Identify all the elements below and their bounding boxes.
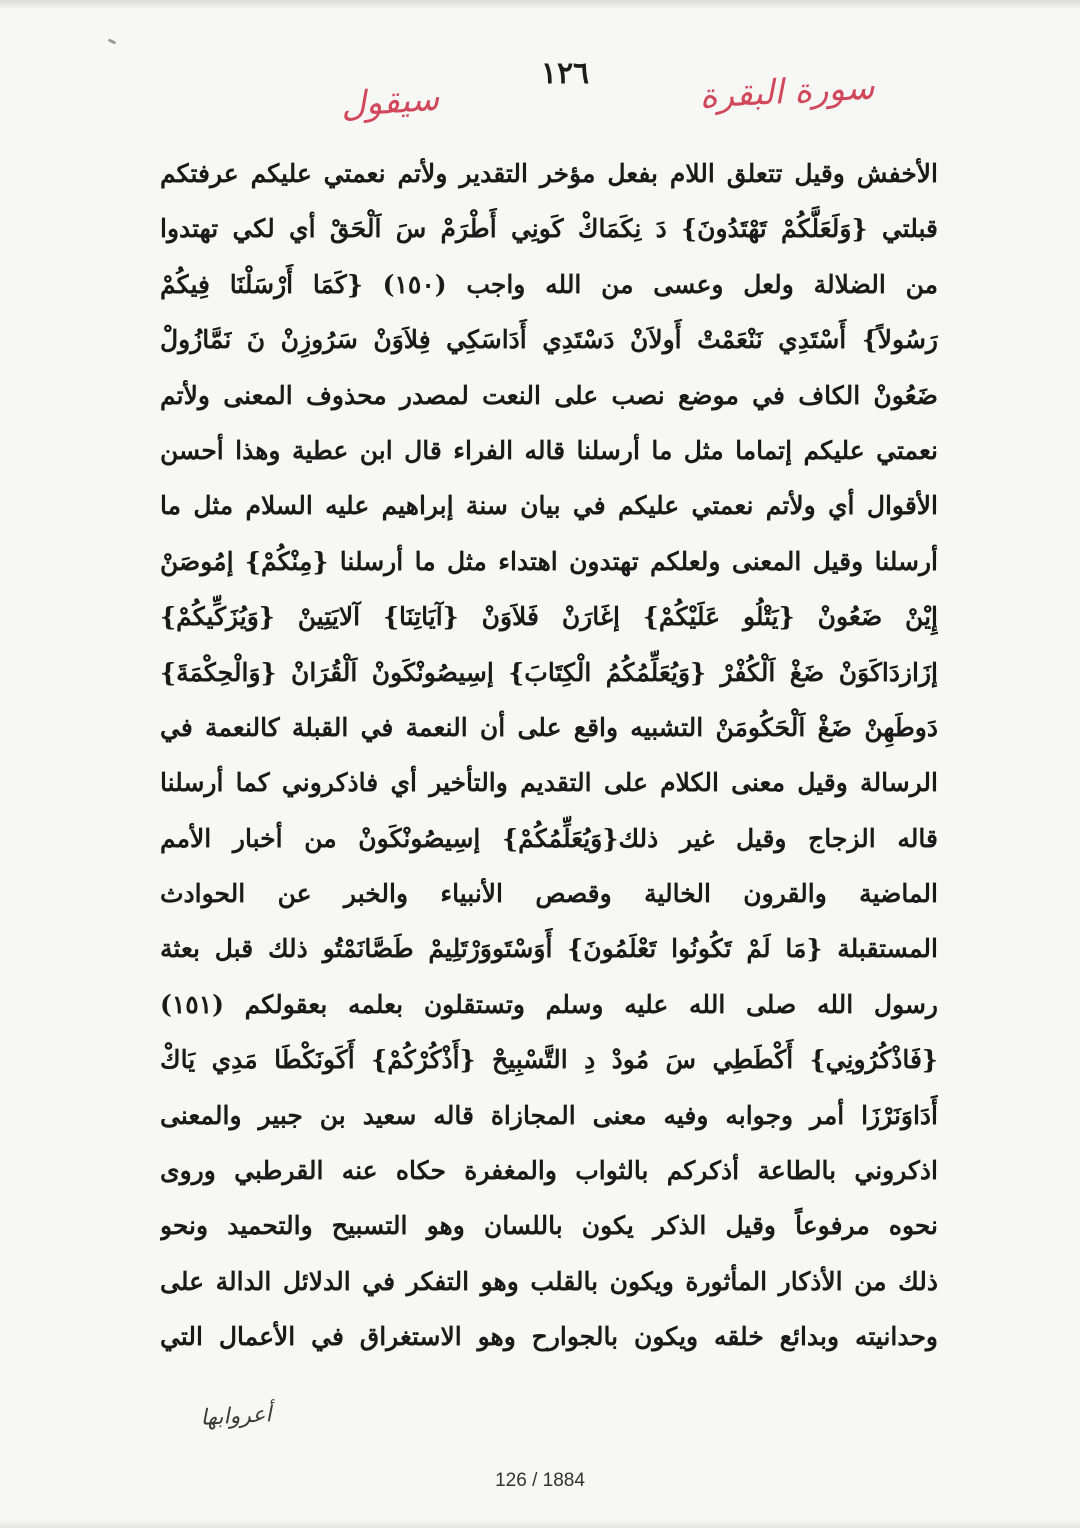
- text-line: رَسُولاً} أَسْتَدِي نَنْعَمْتْ أَولاَنْ دَسْتَدِي أَدَاسَكِي فِلاَوَنْ سَرُوزِنْ نَ نَمَّازُولْ: [160, 325, 938, 355]
- text-line: وحدانيته وبدائع خلقه ويكون بالجوارح وهو الاستغراق في الأعمال التي: [160, 1322, 938, 1352]
- scan-edge-top: [0, 0, 1080, 10]
- text-line: قاله الزجاج وقيل غير ذلك{وَيُعَلِّمُكُمْ} إسِيصُونْكَونْ من أخبار الأمم: [160, 823, 938, 853]
- page-counter: 126 / 1884: [495, 1470, 585, 1491]
- text-line: أرسلنا وقيل المعنى ولعلكم تهتدون اهتداء مثل ما أرسلنا {مِنْكُمْ} إمُوصَنْ: [160, 546, 938, 576]
- text-line: الرسالة وقيل معنى الكلام على التقديم والتأخير أي فاذكروني كما أرسلنا: [160, 768, 938, 798]
- text-line: اذكروني بالطاعة أذكركم بالثواب والمغفرة حكاه عنه القرطبي وروى: [160, 1156, 938, 1186]
- body-text: [160, 146, 938, 1386]
- scan-speck: [108, 38, 117, 44]
- juz-name-handwritten: سيقول: [339, 78, 441, 126]
- text-line: المستقبلة {مَا لَمْ تَكُونُوا تَعْلَمُونَ} أَوَسْتَووَرْتَلِيمْ طَصَّانَمْتُو ذلك قبل بعثة: [160, 934, 938, 964]
- catchword-handwritten: أعروابها: [199, 1402, 273, 1431]
- surah-name-handwritten: سورة البقرة: [698, 67, 876, 117]
- text-line: نحوه مرفوعاً وقيل الذكر يكون باللسان وهو التسبيح والتحميد ونحو: [160, 1211, 938, 1241]
- text-line: قبلتي {وَلَعَلَّكُمْ تَهْتَدُونَ} دَ نِكَمَاكْ كَونِي أَطْرَمْ سَ اَلْحَقْ أي لكي تهتدوا: [160, 214, 938, 244]
- text-line: ضَعُونْ الكاف في موضع نصب على النعت لمصدر محذوف المعنى ولأتم: [160, 380, 938, 410]
- text-line: الأقوال أي ولأتم نعمتي عليكم في بيان سنة إبراهيم عليه السلام مثل ما: [160, 491, 938, 521]
- text-line: {فَاذْكُرُونِي} أَكْطَطِي سَ مُودْ دِ التَّسْبِيحْ {أَذْكُرْكُمْ} أَكَونَكْطَا مَدِي يَاكْ: [160, 1045, 938, 1075]
- text-line: من الضلالة ولعل وعسى من الله واجب (١٥٠) {كَمَا أَرْسَلْنَا فِيكُمْ: [160, 269, 938, 299]
- text-line: أَدَاوَنَرْزَا أمر وجوابه وفيه معنى المجازاة قاله سعيد بن جبير والمعنى: [160, 1100, 938, 1130]
- text-line: رسول الله صلى الله عليه وسلم وتستقلون بعلمه بعقولكم (١٥١): [160, 989, 938, 1019]
- text-line: الأخفش وقيل تتعلق اللام بفعل مؤخر التقدير ولأتم نعمتي عليكم عرفتكم: [160, 159, 938, 188]
- text-line: الماضية والقرون الخالية وقصص الأنبياء والخبر عن الحوادث: [160, 879, 938, 909]
- text-line: دَوطَهِنْ ضَغْ اَلْحَكُومَنْ التشبيه واقع على أن النعمة في القبلة كالنعمة في: [160, 712, 938, 742]
- scan-edge-bottom: [0, 1520, 1080, 1528]
- text-line: ذلك من الأذكار المأثورة ويكون بالقلب وهو التفكر في الدلائل الدالة على: [160, 1266, 938, 1296]
- page-number-header: ١٢٦: [540, 56, 590, 91]
- text-line: إِيْنْ ضَعُونْ {يَتْلُو عَلَيْكُمْ} إغَارَنْ فَلاَوَنْ {آيَاتِنَا} آلايَتِينْ {وَيُزَكِّيكُمْ}: [160, 602, 938, 632]
- text-line: نعمتي عليكم إتماما مثل ما أرسلنا قاله الفراء قال ابن عطية وهذا أحسن: [160, 435, 938, 465]
- text-line: إزَازدَاكَوَنْ ضَغْ اَلْكُفْرْ {وَيُعَلِّمُكُمُ الْكِتَابَ} إسِيصُونْكَونْ اَلْقُرَانْ {وَالْحِكْمَةَ}: [160, 657, 938, 687]
